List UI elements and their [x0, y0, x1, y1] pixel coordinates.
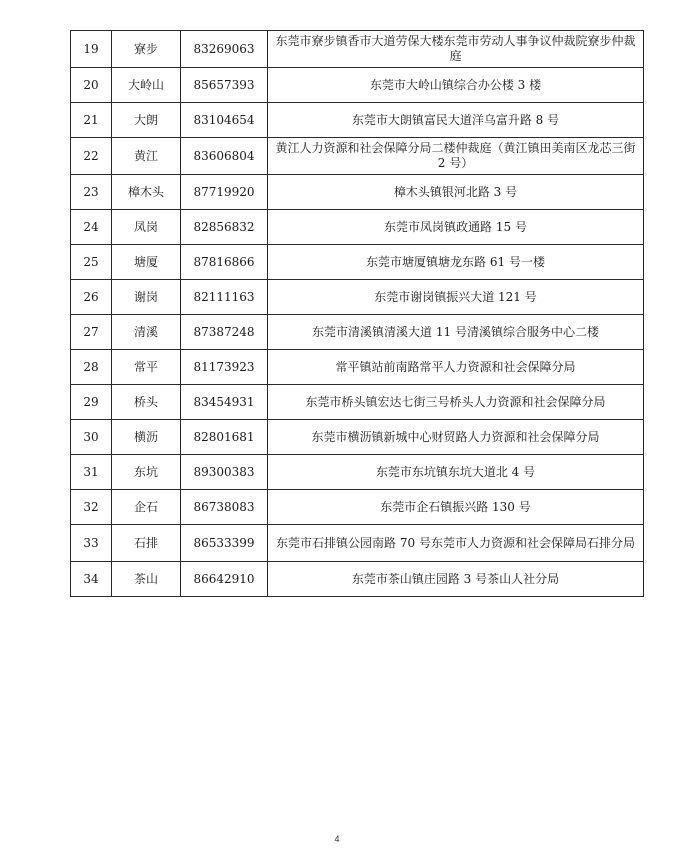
town-name: 桥头 [112, 385, 181, 420]
table-row [71, 175, 644, 210]
table-row [71, 455, 644, 490]
office-address: 东莞市大朗镇富民大道洋乌富升路 8 号 [268, 103, 644, 138]
table-row [71, 31, 644, 68]
row-number: 29 [71, 385, 112, 420]
town-name: 横沥 [112, 420, 181, 455]
office-address: 东莞市大岭山镇综合办公楼 3 楼 [268, 68, 644, 103]
phone-number: 83104654 [181, 103, 268, 138]
row-number: 19 [71, 31, 112, 68]
office-address: 东莞市塘厦镇塘龙东路 61 号一楼 [268, 245, 644, 280]
phone-number: 87816866 [181, 245, 268, 280]
phone-number: 87387248 [181, 315, 268, 350]
table-row [71, 138, 644, 175]
town-name: 樟木头 [112, 175, 181, 210]
office-address: 东莞市横沥镇新城中心财贸路人力资源和社会保障分局 [268, 420, 644, 455]
phone-number: 87719920 [181, 175, 268, 210]
phone-number: 89300383 [181, 455, 268, 490]
phone-number: 83269063 [181, 31, 268, 68]
office-address: 东莞市石排镇公园南路 70 号东莞市人力资源和社会保障局石排分局 [268, 525, 644, 562]
phone-number: 82856832 [181, 210, 268, 245]
row-number: 23 [71, 175, 112, 210]
phone-number: 83454931 [181, 385, 268, 420]
town-name: 石排 [112, 525, 181, 562]
phone-number: 85657393 [181, 68, 268, 103]
office-directory-table [70, 30, 644, 597]
phone-number: 82111163 [181, 280, 268, 315]
table-row [71, 210, 644, 245]
table-row [71, 315, 644, 350]
row-number: 33 [71, 525, 112, 562]
town-name: 寮步 [112, 31, 181, 68]
row-number: 32 [71, 490, 112, 525]
table-row [71, 525, 644, 562]
office-address: 东莞市企石镇振兴路 130 号 [268, 490, 644, 525]
phone-number: 82801681 [181, 420, 268, 455]
row-number: 24 [71, 210, 112, 245]
office-address: 东莞市茶山镇庄园路 3 号茶山人社分局 [268, 562, 644, 597]
row-number: 26 [71, 280, 112, 315]
row-number: 34 [71, 562, 112, 597]
town-name: 谢岗 [112, 280, 181, 315]
table-row [71, 420, 644, 455]
page-number: 4 [334, 834, 340, 844]
office-address: 常平镇站前南路常平人力资源和社会保障分局 [268, 350, 644, 385]
town-name: 企石 [112, 490, 181, 525]
phone-number: 86533399 [181, 525, 268, 562]
town-name: 大朗 [112, 103, 181, 138]
phone-number: 86738083 [181, 490, 268, 525]
row-number: 27 [71, 315, 112, 350]
town-name: 塘厦 [112, 245, 181, 280]
office-address: 东莞市桥头镇宏达七街三号桥头人力资源和社会保障分局 [268, 385, 644, 420]
office-address: 黄江人力资源和社会保障分局二楼仲裁庭（黄江镇田美南区龙芯三街 2 号） [268, 138, 644, 175]
row-number: 25 [71, 245, 112, 280]
row-number: 31 [71, 455, 112, 490]
phone-number: 81173923 [181, 350, 268, 385]
town-name: 清溪 [112, 315, 181, 350]
town-name: 东坑 [112, 455, 181, 490]
office-address: 东莞市东坑镇东坑大道北 4 号 [268, 455, 644, 490]
office-address: 东莞市寮步镇香市大道劳保大楼东莞市劳动人事争议仲裁院寮步仲裁庭 [268, 31, 644, 68]
phone-number: 86642910 [181, 562, 268, 597]
row-number: 20 [71, 68, 112, 103]
row-number: 21 [71, 103, 112, 138]
town-name: 大岭山 [112, 68, 181, 103]
office-address: 东莞市清溪镇清溪大道 11 号清溪镇综合服务中心二楼 [268, 315, 644, 350]
table-row [71, 562, 644, 597]
table-row [71, 68, 644, 103]
table-row [71, 280, 644, 315]
town-name: 凤岗 [112, 210, 181, 245]
town-name: 黄江 [112, 138, 181, 175]
town-name: 常平 [112, 350, 181, 385]
phone-number: 83606804 [181, 138, 268, 175]
row-number: 30 [71, 420, 112, 455]
office-address: 东莞市谢岗镇振兴大道 121 号 [268, 280, 644, 315]
office-address: 东莞市凤岗镇政通路 15 号 [268, 210, 644, 245]
table-row [71, 245, 644, 280]
office-address: 樟木头镇银河北路 3 号 [268, 175, 644, 210]
row-number: 28 [71, 350, 112, 385]
row-number: 22 [71, 138, 112, 175]
table-row [71, 103, 644, 138]
town-name: 茶山 [112, 562, 181, 597]
table-row [71, 490, 644, 525]
table-row [71, 385, 644, 420]
table-row [71, 350, 644, 385]
